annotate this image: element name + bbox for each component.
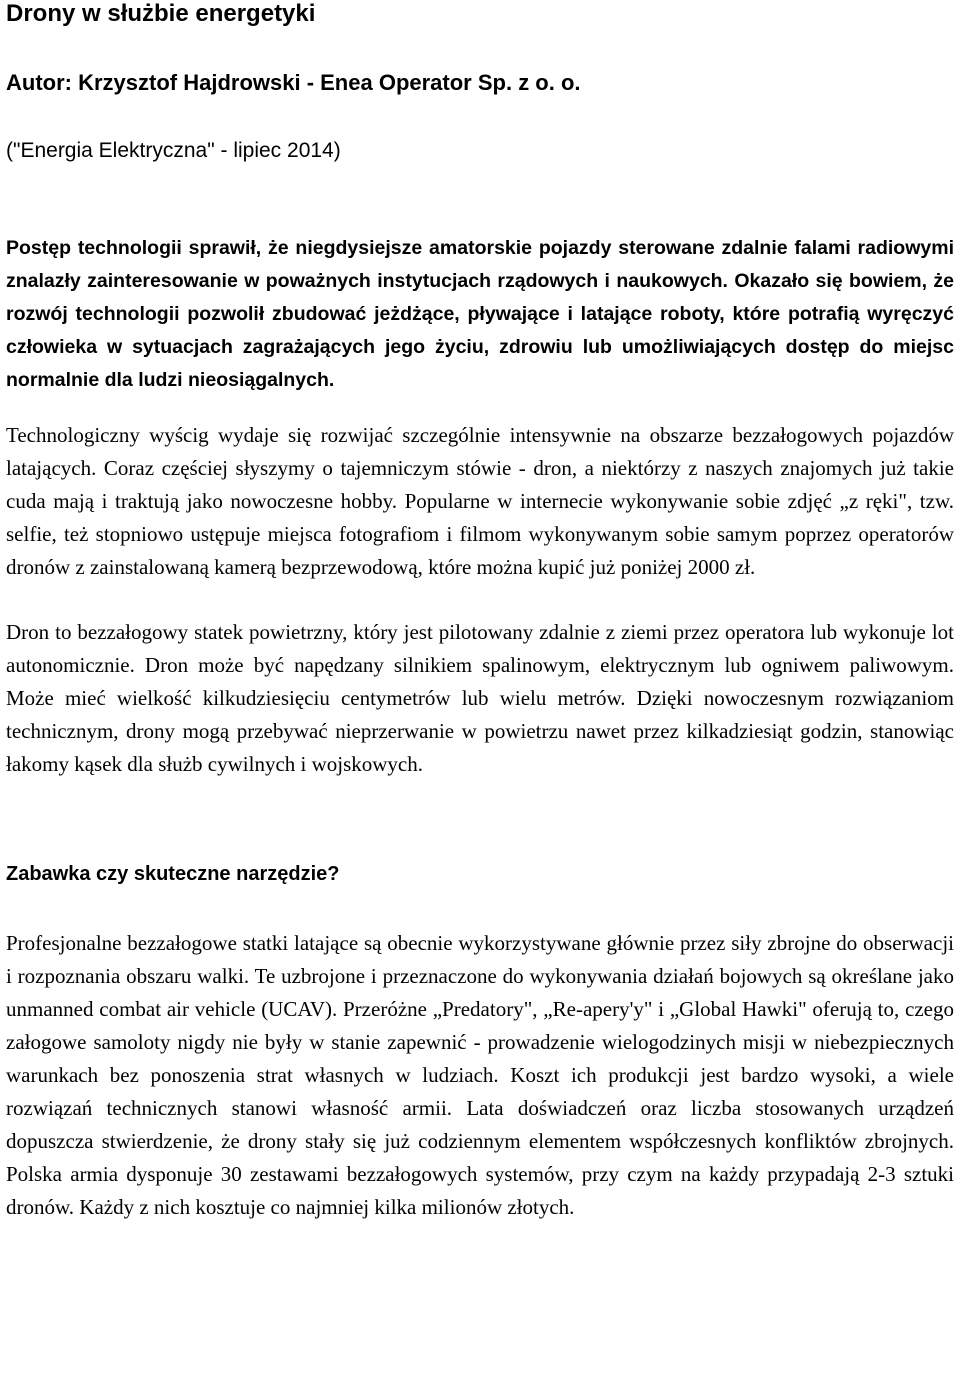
- lead-paragraph: Postęp technologii sprawił, że niegdysiejsze amatorskie pojazdy sterowane zdalnie falami radiowymi znalazły zainteresowanie w poważnych instytucjach rządowych i naukowych. Okazało się bowiem, że rozwój technologii pozwolił zbudować jeżdżące, pływające i latające roboty, które potrafią wyręczyć człowieka w sytuacjach zagrażających jego życiu, zdrowiu lub umożliwiających dostęp do miejsc normalnie dla ludzi nieosiągalnych.: [6, 237, 954, 391]
- paragraph-3: Profesjonalne bezzałogowe statki latające są obecnie wykorzystywane głównie przez siły zbrojne do obserwacji i rozpoznania obszaru walki. Te uzbrojone i przeznaczone do wykonywania działań bojowych są określane jako unmanned combat air vehicle (UCAV). Przeróżne „Predatory", „Re-apery'y" i „Global Hawki" oferują to, czego załogowe samoloty nigdy nie były w stanie zapewnić - prowadzenie wielogodzinych misji w niebezpiecznych warunkach bez ponoszenia strat własnych w ludziach. Koszt ich produkcji jest bardzo wysoki, a wiele rozwiązań technicznych stanowi własność armii. Lata doświadczeń oraz liczba stosowanych urządzeń dopuszcza stwierdzenie, że drony stały się już codziennym elementem współczesnych konfliktów zbrojnych. Polska armia dysponuje 30 zestawami bezzałogowych systemów, przy czym na każdy przypadają 2-3 sztuki dronów. Każdy z nich kosztuje co najmniej kilka milionów złotych.: [6, 931, 954, 1219]
- paragraph-2: Dron to bezzałogowy statek powietrzny, który jest pilotowany zdalnie z ziemi przez operatora lub wykonuje lot autonomicznie. Dron może być napędzany silnikiem spalinowym, elektrycznym lub ogniwem paliwowym. Może mieć wielkość kilkudziesięciu centymetrów lub wielu metrów. Dzięki nowoczesnym rozwiązaniom technicznym, drony mogą przebywać nieprzerwanie w powietrzu nawet przez kilkadziesiąt godzin, stanowiąc łakomy kąsek dla służb cywilnych i wojskowych.: [6, 620, 954, 776]
- article-author: Autor: Krzysztof Hajdrowski - Enea Operator Sp. z o. o.: [6, 70, 581, 95]
- section-subheading: Zabawka czy skuteczne narzędzie?: [6, 863, 340, 885]
- article-source: ("Energia Elektryczna" - lipiec 2014): [6, 139, 341, 162]
- paragraph-1: Technologiczny wyścig wydaje się rozwijać szczególnie intensywnie na obszarze bezzałogowych pojazdów latających. Coraz częściej słyszymy o tajemniczym stówie - dron, a niektórzy z naszych znajomych już takie cuda mają i traktują jako nowoczesne hobby. Popularne w internecie wykonywanie sobie zdjęć „z ręki", tzw. selfie, też stopniowo ustępuje miejsca fotografiom i filmom wykonywanym sobie samym poprzez operatorów dronów z zainstalowaną kamerą bezprzewodową, które można kupić już poniżej 2000 zł.: [6, 423, 954, 579]
- article-title: Drony w służbie energetyki: [6, 0, 316, 27]
